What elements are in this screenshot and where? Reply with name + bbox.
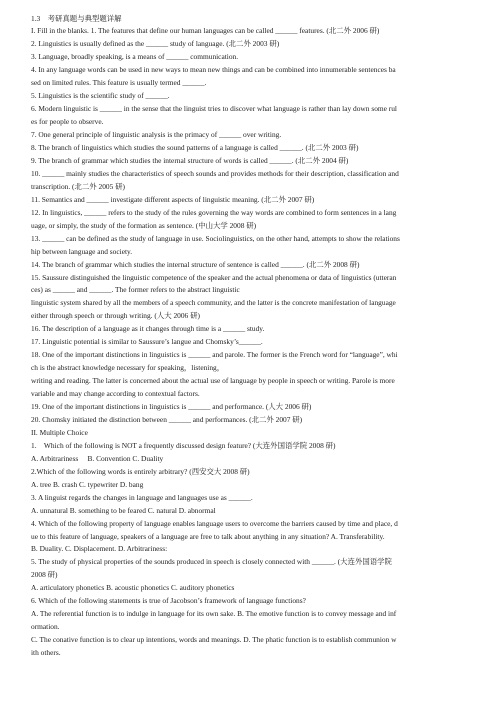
text-line: variable and may change according to contextual factors. <box>31 389 200 399</box>
text-line: hip between language and society. <box>31 246 133 256</box>
text-line: es for people to observe. <box>31 117 104 127</box>
text-line: 19. One of the important distinctions in linguistics is ______ and performance. (人大 2006 研) <box>31 402 312 411</box>
text-line: 10. ______ mainly studies the characteristics of speech sounds and provides methods for their description, classification and <box>31 168 399 178</box>
text-line: 5. Linguistics is the scientific study of ______. <box>31 91 170 101</box>
text-line: 15. Saussure distinguished the linguistic competence of the speaker and the actual phenomena or data of linguistics (utteran <box>31 272 397 282</box>
text-line: 4. In any language words can be used in new ways to mean new things and can be combined into innumerable sentences ba <box>31 65 396 75</box>
text-line: 2.Which of the following words is entirely arbitrary? (西安交大 2008 研) <box>31 466 250 476</box>
text-line: B. Duality. C. Displacement. D. Arbitrariness: <box>31 544 168 554</box>
text-line: A. articulatory phonetics B. acoustic phonetics C. auditory phonetics <box>31 583 235 593</box>
text-line: A. Arbitrariness B. Convention C. Duality <box>31 453 164 463</box>
text-line: 5. The study of physical properties of the sounds produced in speech is closely connected with ______. (大连外国语学院 <box>31 557 392 567</box>
section-heading: 1.3 考研真题与典型题详解 <box>31 13 122 23</box>
text-line: linguistic system shared by all the members of a speech community, and the latter is the concrete manifestation of language <box>31 298 396 308</box>
text-line: 8. The branch of linguistics which studies the sound patterns of a language is called ______. (北二外 2003 研) <box>31 143 359 152</box>
text-line: uage, or simply, the study of the formation as sentence. (中山大学 2008 研) <box>31 220 257 230</box>
text-line: ormation. <box>31 622 60 632</box>
text-line: ith others. <box>31 648 61 658</box>
text-line: 2008 研) <box>31 570 58 580</box>
text-line: ue to this feature of language, speakers of a language are free to talk about anything in any situation? A. Transferability. <box>31 531 385 541</box>
text-line: 1. Which of the following is NOT a frequently discussed design feature? (大连外国语学院 2008 研) <box>31 440 336 450</box>
text-line: 7. One general principle of linguistic analysis is the primacy of ______ over writing. <box>31 130 282 140</box>
text-line: A. tree B. crash C. typewriter D. bang <box>31 479 144 489</box>
text-line: 6. Which of the following statements is true of Jacobson’s framework of language functions? <box>31 596 306 606</box>
text-line: 3. Language, broadly speaking, is a means of ______ communication. <box>31 52 239 62</box>
text-line: ces) as ______ and ______. The former refers to the abstract linguistic <box>31 285 240 295</box>
text-line: 9. The branch of grammar which studies the internal structure of words is called ______. (北二外 2004 研) <box>31 155 349 165</box>
text-line: 17. Linguistic potential is similar to Saussure’s langue and Chomsky’s______. <box>31 337 263 347</box>
text-line: either through speech or through writing. (人大 2006 研) <box>31 311 200 321</box>
text-line: 16. The description of a language as it changes through time is a ______ study. <box>31 324 265 334</box>
text-line: 6. Modern linguistic is ______ in the sense that the linguist tries to discover what language is rather than lay down some rul <box>31 104 397 114</box>
text-line: 12. In linguistics, ______ refers to the study of the rules governing the way words are combined to form sentences in a lang <box>31 207 397 217</box>
text-line: writing and reading. The latter is concerned about the actual use of language by people in speech or writing. Parole is more <box>31 376 395 386</box>
text-line: 20. Chomsky initiated the distinction between ______ and performances. (北二外 2007 研) <box>31 414 303 424</box>
text-line: ch is the abstract knowledge necessary for speaking，listening， <box>31 363 225 373</box>
text-line: sed on limited rules. This feature is usually termed ______. <box>31 78 207 88</box>
text-line: II. Multiple Choice <box>31 427 88 437</box>
text-line: A. unnatural B. something to be feared C. natural D. abnormal <box>31 505 216 515</box>
text-line: 11. Semantics and ______ investigate different aspects of linguistic meaning. (北二外 2007 研) <box>31 194 315 204</box>
text-line: 14. The branch of grammar which studies the internal structure of sentence is called ______. (北二外 2008 研) <box>31 259 360 269</box>
text-line: transcription. (北二外 2005 研) <box>31 181 126 191</box>
text-line: 2. Linguistics is usually defined as the ______ study of language. (北二外 2003 研) <box>31 39 280 49</box>
text-line: 18. One of the important distinctions in linguistics is ______ and parole. The former is the French word for “language”, whi <box>31 350 398 360</box>
text-line: 3. A linguist regards the changes in language and languages use as ______. <box>31 492 253 502</box>
text-line: A. The referential function is to indulge in language for its own sake. B. The emotive function is to convey message and inf <box>31 609 397 619</box>
text-line: 4. Which of the following property of language enables language users to overcome the barriers caused by time and place, d <box>31 518 398 528</box>
text-line: 13. ______ can be defined as the study of language in use. Sociolinguistics, on the other hand, attempts to show the relations <box>31 233 400 243</box>
text-line: C. The conative function is to clear up intentions, words and meanings. D. The phatic function is to establish communion w <box>31 635 397 645</box>
text-line: I. Fill in the blanks. 1. The features that define our human languages can be called ______ features. (北二外 2006 研) <box>31 26 380 36</box>
